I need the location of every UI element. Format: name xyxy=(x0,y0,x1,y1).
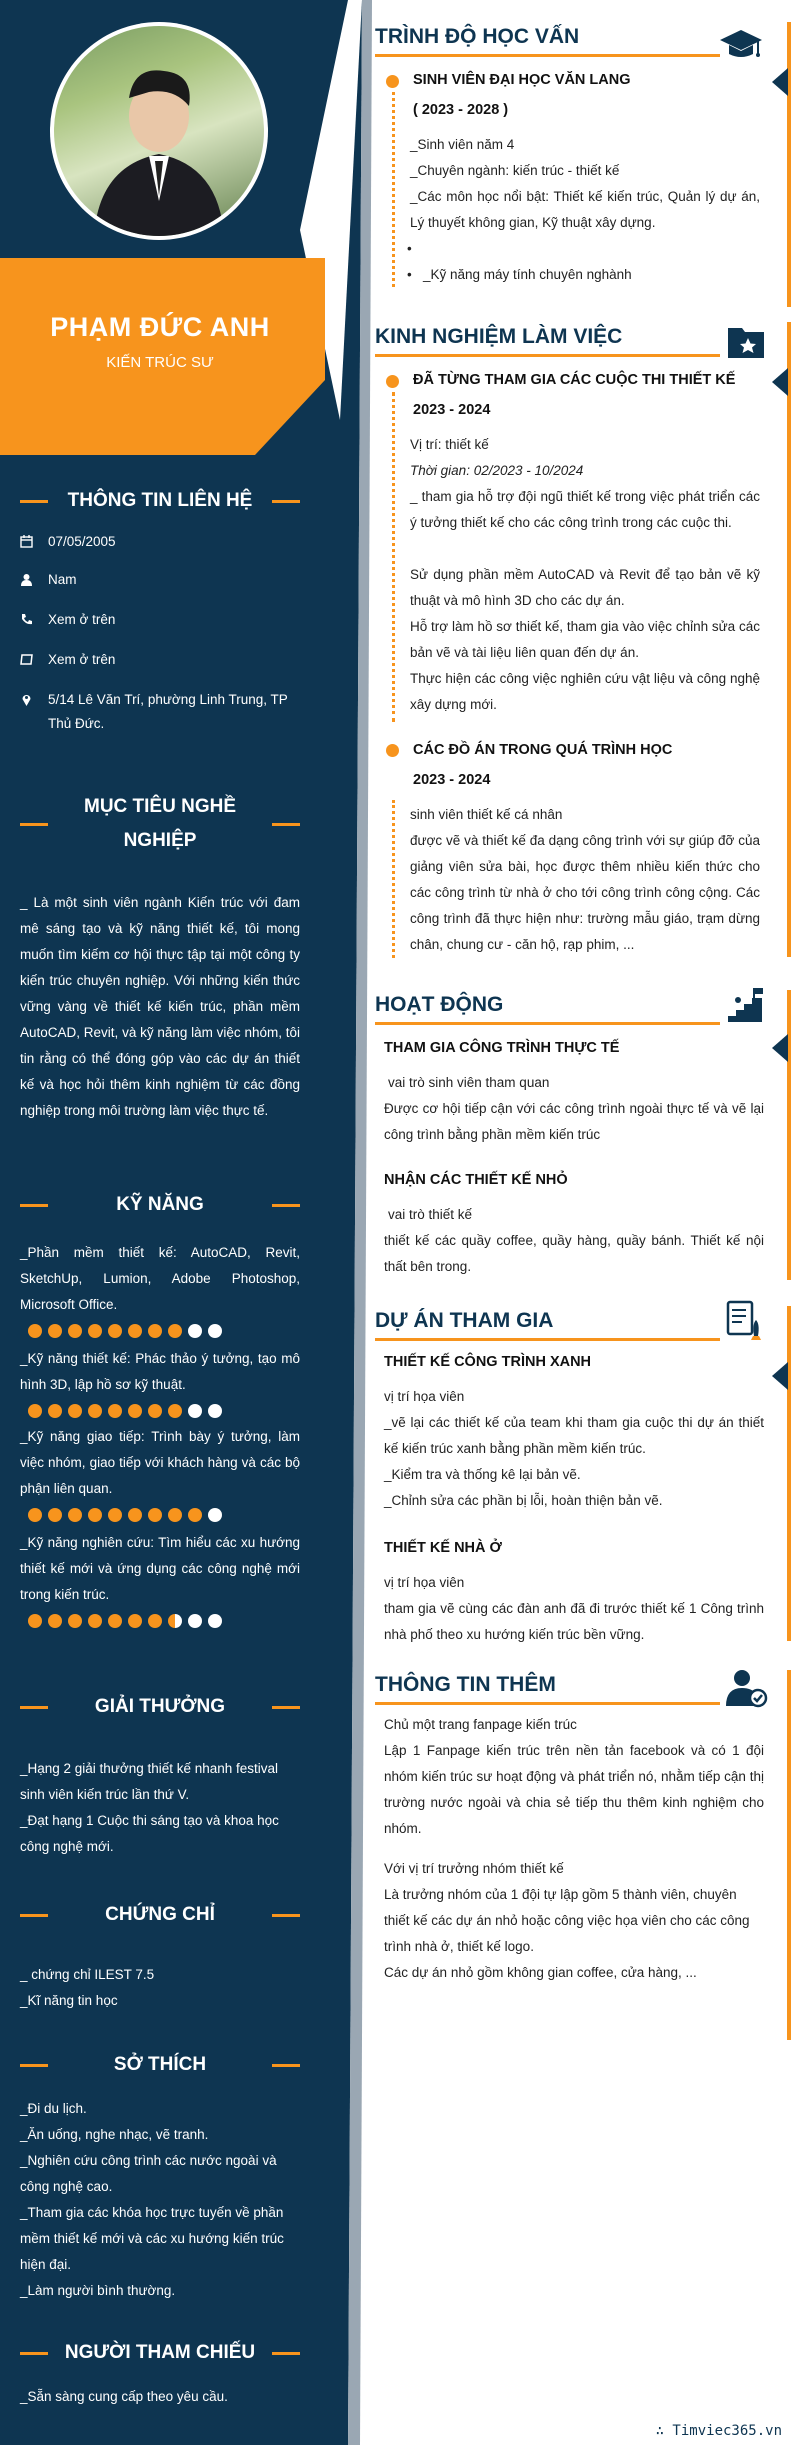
education-section-title: TRÌNH ĐỘ HỌC VẤN xyxy=(375,22,720,57)
skill-rating-dot xyxy=(168,1404,182,1418)
skill-rating-dot xyxy=(168,1508,182,1522)
references-section-title: NGƯỜI THAM CHIẾU xyxy=(20,2336,300,2370)
skill-rating-dot xyxy=(188,1614,202,1628)
skill-rating-dot xyxy=(128,1508,142,1522)
skill-rating-dot xyxy=(148,1324,162,1338)
skill-rating-dot xyxy=(28,1614,42,1628)
profile-photo xyxy=(50,22,268,240)
skill-rating-dot xyxy=(208,1614,222,1628)
certificate-item: _Kĩ năng tin học xyxy=(20,1993,118,2008)
skill-rating xyxy=(28,1614,222,1628)
skill-rating-dot xyxy=(148,1404,162,1418)
experience-detail: được vẽ và thiết kế đa dạng công trình với sự giúp đỡ của giảng viên sửa bài, học được thêm nhiều kiến thức cho các công trình từ nhà ở cho tới công trình công cộng. Các công trình đã thực hiện như: trường mẫu giáo, trạm dừng chân, chung cư - căn hộ, rạp phim, ... xyxy=(410,833,760,952)
experience-years: 2023 - 2024 xyxy=(413,772,491,788)
skill-rating-dot xyxy=(68,1614,82,1628)
activity-role: vai trò thiết kế xyxy=(388,1207,473,1222)
skill-rating-dot xyxy=(88,1324,102,1338)
checklist-rocket-icon xyxy=(726,1300,772,1346)
experience-section-title: KINH NGHIỆM LÀM VIỆC xyxy=(375,322,720,357)
skill-rating-dot xyxy=(168,1614,182,1628)
list-bullet: • xyxy=(407,241,412,256)
skill-rating-dot xyxy=(88,1614,102,1628)
award-item: _Đạt hạng 1 Cuộc thi sáng tạo và khoa học công nghệ mới. xyxy=(20,1813,279,1854)
extra-info-text: Là trưởng nhóm của 1 đội tự lập gồm 5 thành viên, chuyên thiết kế các dự án nhỏ hoặc công việc họa viên cho các công trình nhà ở, thiết kế logo. xyxy=(384,1887,750,1954)
skill-rating-dot xyxy=(208,1508,222,1522)
project-detail: _Chỉnh sửa các phần bị lỗi, hoàn thiện bản vẽ. xyxy=(384,1493,663,1508)
section-accent-line xyxy=(787,322,791,957)
skill-rating-dot xyxy=(68,1324,82,1338)
candidate-role: KIẾN TRÚC SƯ xyxy=(106,354,214,371)
activity-text: Được cơ hội tiếp cận với các công trình ngoài thực tế và vẽ lại công trình bằng phần mềm kiến trúc xyxy=(384,1101,764,1142)
timeline-line xyxy=(392,92,395,287)
certificate-item: _ chứng chỉ ILEST 7.5 xyxy=(20,1967,155,1982)
skill-rating-dot xyxy=(128,1614,142,1628)
skill-rating-dot xyxy=(68,1508,82,1522)
skill-rating-dot xyxy=(48,1508,62,1522)
certificates-section-title: CHỨNG CHỈ xyxy=(20,1898,300,1932)
project-heading: THIẾT KẾ NHÀ Ở xyxy=(384,1540,502,1556)
hobby-item: _Ăn uống, nghe nhạc, vẽ tranh. xyxy=(20,2127,209,2142)
skill-rating-dot xyxy=(208,1324,222,1338)
skill-rating-dot xyxy=(48,1324,62,1338)
calendar-icon xyxy=(20,530,48,554)
project-heading: THIẾT KẾ CÔNG TRÌNH XANH xyxy=(384,1354,592,1370)
education-detail: _Chuyên ngành: kiến trúc - thiết kế xyxy=(410,163,620,178)
user-icon xyxy=(20,568,48,592)
skill-rating-dot xyxy=(68,1404,82,1418)
skill-rating-dot xyxy=(128,1404,142,1418)
timeline-dot xyxy=(386,375,399,388)
timeline-dot xyxy=(386,75,399,88)
skill-rating-dot xyxy=(88,1508,102,1522)
section-accent-line xyxy=(787,1670,791,2040)
education-detail: _Sinh viên năm 4 xyxy=(410,137,515,152)
hobby-item: _Tham gia các khóa học trực tuyến về phần mềm thiết kế mới và các xu hướng kiến trúc hiện đại. xyxy=(20,2205,284,2272)
contact-section-title: THÔNG TIN LIÊN HỆ xyxy=(20,484,300,518)
extra-info-text: Các dự án nhỏ gồm không gian coffee, cửa hàng, ... xyxy=(384,1965,697,1980)
skill-rating-dot xyxy=(28,1324,42,1338)
objective-section-title: MỤC TIÊU NGHỀ NGHIỆP xyxy=(20,790,300,858)
skill-rating-dot xyxy=(148,1508,162,1522)
education-school: SINH VIÊN ĐẠI HỌC VĂN LANG xyxy=(413,72,631,88)
skill-rating xyxy=(28,1404,222,1418)
briefcase-star-icon xyxy=(726,324,772,370)
hobby-item: _Làm người bình thường. xyxy=(20,2283,176,2298)
activity-heading: NHẬN CÁC THIẾT KẾ NHỎ xyxy=(384,1172,568,1188)
skill-rating-dot xyxy=(128,1324,142,1338)
timeline-line xyxy=(392,392,395,722)
activities-section-title: HOẠT ĐỘNG xyxy=(375,990,720,1025)
section-arrow xyxy=(772,1362,788,1390)
timeline-line xyxy=(392,800,395,958)
skill-rating-dot xyxy=(28,1404,42,1418)
skill-rating xyxy=(28,1324,222,1338)
hobby-item: _Đi du lịch. xyxy=(20,2101,87,2116)
contact-phone[interactable]: Xem ở trên xyxy=(20,608,305,632)
extra-info-text: Chủ một trang fanpage kiến trúc xyxy=(384,1717,577,1732)
projects-section-title: DỰ ÁN THAM GIA xyxy=(375,1306,720,1341)
awards-section-title: GIẢI THƯỞNG xyxy=(20,1690,300,1724)
project-detail: _vẽ lại các thiết kế của team khi tham gia cuộc thi dự án thiết kế kiến trúc xanh bằng phần mềm kiến trúc. xyxy=(384,1415,764,1456)
education-detail: _Các môn học nổi bật: Thiết kế kiến trúc, Quản lý dự án, Lý thuyết không gian, Kỹ thuật xây dựng. xyxy=(410,189,760,230)
experience-detail: _ tham gia hỗ trợ đội ngũ thiết kế trong việc phát triển các ý tưởng thiết kế cho các công trình trong các cuộc thi. xyxy=(410,489,760,530)
skill-rating-dot xyxy=(108,1324,122,1338)
contact-gender: Nam xyxy=(20,568,305,592)
skill-rating-dot xyxy=(28,1508,42,1522)
activity-heading: THAM GIA CÔNG TRÌNH THỰC TẾ xyxy=(384,1040,620,1056)
skill-item: _Phần mềm thiết kế: AutoCAD, Revit, SketchUp, Lumion, Adobe Photoshop, Microsoft Office. xyxy=(20,1245,300,1312)
extra-info-text: Lập 1 Fanpage kiến trúc trên nền tản facebook và có 1 đội nhóm kiến trúc sư hoạt động và phát triển nó, nhằm tiếp cận thị trường nước ngoài và chia sẻ tiếp thu thêm kinh nghiệm cho nhóm. xyxy=(384,1743,764,1836)
activity-text: thiết kế các quầy coffee, quầy hàng, quầy bánh. Thiết kế nội thất bên trong. xyxy=(384,1233,764,1274)
skill-rating-dot xyxy=(188,1404,202,1418)
experience-detail: Hỗ trợ làm hồ sơ thiết kế, tham gia vào việc chỉnh sửa các bản vẽ và tài liệu liên quan đến dự án. xyxy=(410,619,760,660)
project-role: vị trí họa viên xyxy=(384,1575,465,1590)
skill-rating-dot xyxy=(148,1614,162,1628)
hobby-item: _Nghiên cứu công trình các nước ngoài và công nghệ cao. xyxy=(20,2153,277,2194)
education-years: ( 2023 - 2028 ) xyxy=(413,102,509,118)
extra-info-section-title: THÔNG TIN THÊM xyxy=(375,1670,720,1705)
project-detail: tham gia vẽ cùng các đàn anh đã đi trước thiết kế 1 Công trình nhà phố theo xu hướng kiến trúc bền vững. xyxy=(384,1601,764,1642)
section-accent-line xyxy=(787,22,791,307)
contact-address: 5/14 Lê Văn Trí, phường Linh Trung, TP Thủ Đức. xyxy=(20,688,305,736)
experience-heading: ĐÃ TỪNG THAM GIA CÁC CUỘC THI THIẾT KẾ xyxy=(413,372,736,388)
section-arrow xyxy=(772,1034,788,1062)
section-arrow xyxy=(772,68,788,96)
skill-item: _Kỹ năng giao tiếp: Trình bày ý tưởng, làm việc nhóm, giao tiếp với khách hàng và các bộ phận liên quan. xyxy=(20,1429,300,1496)
contact-email[interactable]: Xem ở trên xyxy=(20,648,305,672)
experience-detail: Sử dụng phần mềm AutoCAD và Revit để tạo bản vẽ kỹ thuật và mô hình 3D cho các dự án. xyxy=(410,567,760,608)
experience-position: Vị trí: thiết kế xyxy=(410,437,489,452)
email-icon xyxy=(20,648,48,672)
skill-rating-dot xyxy=(188,1324,202,1338)
skill-rating-dot xyxy=(108,1404,122,1418)
experience-time: Thời gian: 02/2023 - 10/2024 xyxy=(410,463,584,478)
skill-rating-dot xyxy=(48,1404,62,1418)
skill-rating-dot xyxy=(208,1404,222,1418)
phone-icon xyxy=(20,608,48,632)
skills-section-title: KỸ NĂNG xyxy=(20,1188,300,1222)
award-item: _Hạng 2 giải thưởng thiết kế nhanh festival sinh viên kiến trúc lần thứ V. xyxy=(20,1761,279,1802)
experience-detail: sinh viên thiết kế cá nhân xyxy=(410,807,563,822)
extra-info-text: Với vị trí trưởng nhóm thiết kế xyxy=(384,1861,564,1876)
avatar xyxy=(54,26,264,236)
timeline-dot xyxy=(386,744,399,757)
graduation-cap-icon xyxy=(718,26,764,72)
section-arrow xyxy=(772,368,788,396)
candidate-name: PHẠM ĐỨC ANH xyxy=(50,312,270,342)
education-detail: • _Kỹ năng máy tính chuyên nghành xyxy=(407,267,632,282)
activity-role: vai trò sinh viên tham quan xyxy=(388,1075,550,1090)
skill-rating-dot xyxy=(188,1508,202,1522)
skill-rating xyxy=(28,1508,222,1522)
skill-rating-dot xyxy=(88,1404,102,1418)
experience-heading: CÁC ĐỒ ÁN TRONG QUÁ TRÌNH HỌC xyxy=(413,742,673,758)
hobbies-section-title: SỞ THÍCH xyxy=(20,2048,300,2082)
experience-years: 2023 - 2024 xyxy=(413,402,491,418)
skill-item: _Kỹ năng thiết kế: Phác thảo ý tưởng, tạo mô hình 3D, lập hồ sơ kỹ thuật. xyxy=(20,1351,300,1392)
location-pin-icon xyxy=(20,688,48,736)
skill-rating-dot xyxy=(48,1614,62,1628)
skill-rating-dot xyxy=(168,1324,182,1338)
experience-detail: Thực hiện các công việc nghiên cứu vật liệu và công nghệ xây dựng mới. xyxy=(410,671,760,712)
objective-text: _ Là một sinh viên ngành Kiến trúc với đam mê sáng tạo và kỹ năng thiết kế, tôi mong muốn tìm kiếm cơ hội thực tập tại một công ty kiến trúc chuyên nghiệp. Với những kiến thức vững vàng về thiết kế kiến trúc, phần mềm AutoCAD, Revit, và kỹ năng làm việc nhóm, tôi tin rằng có thể đóng góp vào các dự án thiết kế và học hỏi thêm kinh nghiệm từ các đồng nghiệp trong môi trường làm việc thực tế. xyxy=(20,895,300,1118)
hobbies-list xyxy=(20,2096,300,2304)
contact-birthday: 07/05/2005 xyxy=(20,530,305,554)
skill-rating-dot xyxy=(108,1508,122,1522)
references-text: _Sẵn sàng cung cấp theo yêu cầu. xyxy=(20,2389,228,2404)
project-detail: _Kiểm tra và thống kê lại bản vẽ. xyxy=(384,1467,581,1482)
watermark: ∴ Timviec365.vn xyxy=(655,2423,782,2439)
skill-item: _Kỹ năng nghiên cứu: Tìm hiểu các xu hướng thiết kế mới và ứng dụng các công nghệ mới trong kiến trúc. xyxy=(20,1535,300,1602)
skill-rating-dot xyxy=(108,1614,122,1628)
section-accent-line xyxy=(787,1306,791,1641)
project-role: vị trí họa viên xyxy=(384,1389,465,1404)
user-check-icon xyxy=(726,1668,772,1714)
stairs-goal-icon xyxy=(726,986,772,1032)
